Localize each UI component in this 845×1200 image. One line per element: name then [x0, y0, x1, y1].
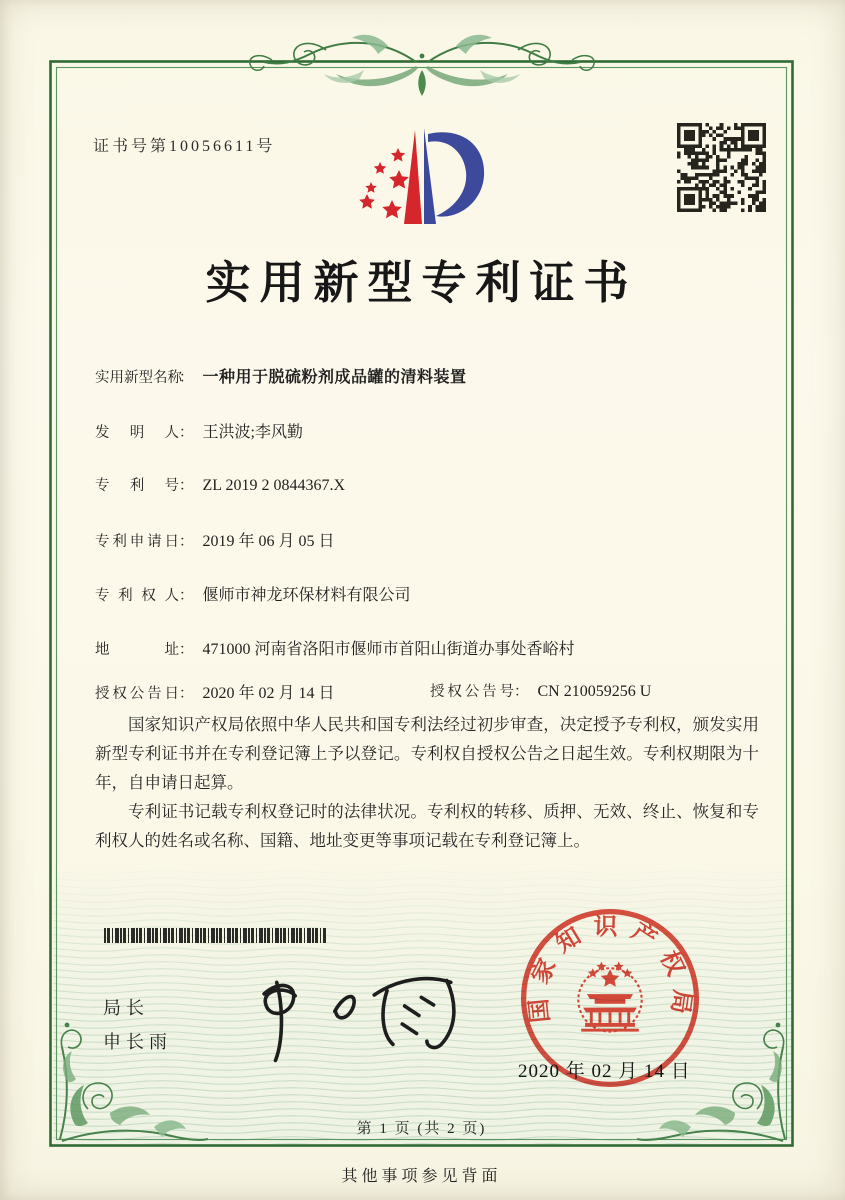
seal-text: 国家知识产权局: [525, 914, 695, 1027]
barcode-icon: [104, 928, 326, 943]
field-label: 专利号: [95, 478, 179, 494]
grant-no-value: CN 210059256 U: [537, 683, 652, 700]
legal-text: [95, 710, 759, 855]
field-row-address: 地址： 471000 河南省洛阳市偃师市首阳山街道办事处香峪村: [95, 636, 795, 659]
field-label: 授权公告号: [430, 684, 514, 700]
qr-code-icon: [677, 123, 766, 212]
field-label: 专利申请日: [95, 534, 179, 550]
field-value: ZL 2019 2 0844367.X: [202, 477, 346, 494]
field-label: 授权公告日: [95, 686, 179, 702]
signer-name: 申长雨: [103, 1032, 172, 1052]
body-paragraph: 国家知识产权局依照中华人民共和国专利法经过初步审查，决定授予专利权，颁发实用新型专利证书并在专利登记簿上予以登记。专利权自授权公告之日起生效。专利权期限为十年，自申请日起算。: [95, 715, 759, 792]
field-value: 2019 年 06 月 05 日: [202, 533, 335, 550]
grant-date-value: 2020 年 02 月 14 日: [202, 685, 335, 702]
field-label: 地址: [95, 642, 179, 658]
field-row-filing-date: 专利申请日： 2019 年 06 月 05 日: [95, 528, 795, 551]
seal-date: 2020 年 02 月 14 日: [518, 1061, 691, 1082]
field-label: 发明人: [95, 425, 179, 441]
field-row-name: 实用新型名称： 一种用于脱硫粉剂成品罐的清料装置: [95, 364, 795, 387]
field-label: 专利权人: [95, 588, 179, 604]
back-note: 其他事项参见背面: [341, 1168, 502, 1185]
field-row-patentee: 专利权人： 偃师市神龙环保材料有限公司: [95, 582, 795, 605]
body-paragraph: 专利证书记载专利权登记时的法律状况。专利权的转移、质押、无效、终止、恢复和专利权人的姓名或名称、国籍、地址变更等事项记载在专利登记簿上。: [95, 802, 759, 850]
signer-title: 局长: [103, 998, 149, 1018]
field-value: 471000 河南省洛阳市偃师市首阳山街道办事处香峪村: [202, 641, 575, 658]
certificate-title: 实用新型专利证书: [205, 258, 638, 308]
field-value: 偃师市神龙环保材料有限公司: [202, 587, 411, 604]
certificate-number: 证书号第10056611号: [93, 138, 276, 155]
signature-icon: [230, 966, 462, 1071]
field-label: 实用新型名称: [95, 370, 182, 386]
page-number: 第 1 页 (共 2 页): [356, 1121, 487, 1137]
field-value: 一种用于脱硫粉剂成品罐的清料装置: [202, 369, 467, 386]
cnipa-logo-icon: [352, 124, 494, 240]
field-value: 王洪波;李风勤: [202, 424, 303, 441]
national-emblem-icon: [578, 962, 641, 1032]
field-row-patent-no: 专利号： ZL 2019 2 0844367.X: [95, 474, 795, 495]
field-row-inventor: 发明人： 王洪波;李风勤: [95, 419, 795, 442]
field-row-grant: 授权公告日： 2020 年 02 月 14 日 授权公告号： CN 210059256 U: [95, 680, 795, 703]
dragon-ornament: [250, 35, 594, 96]
